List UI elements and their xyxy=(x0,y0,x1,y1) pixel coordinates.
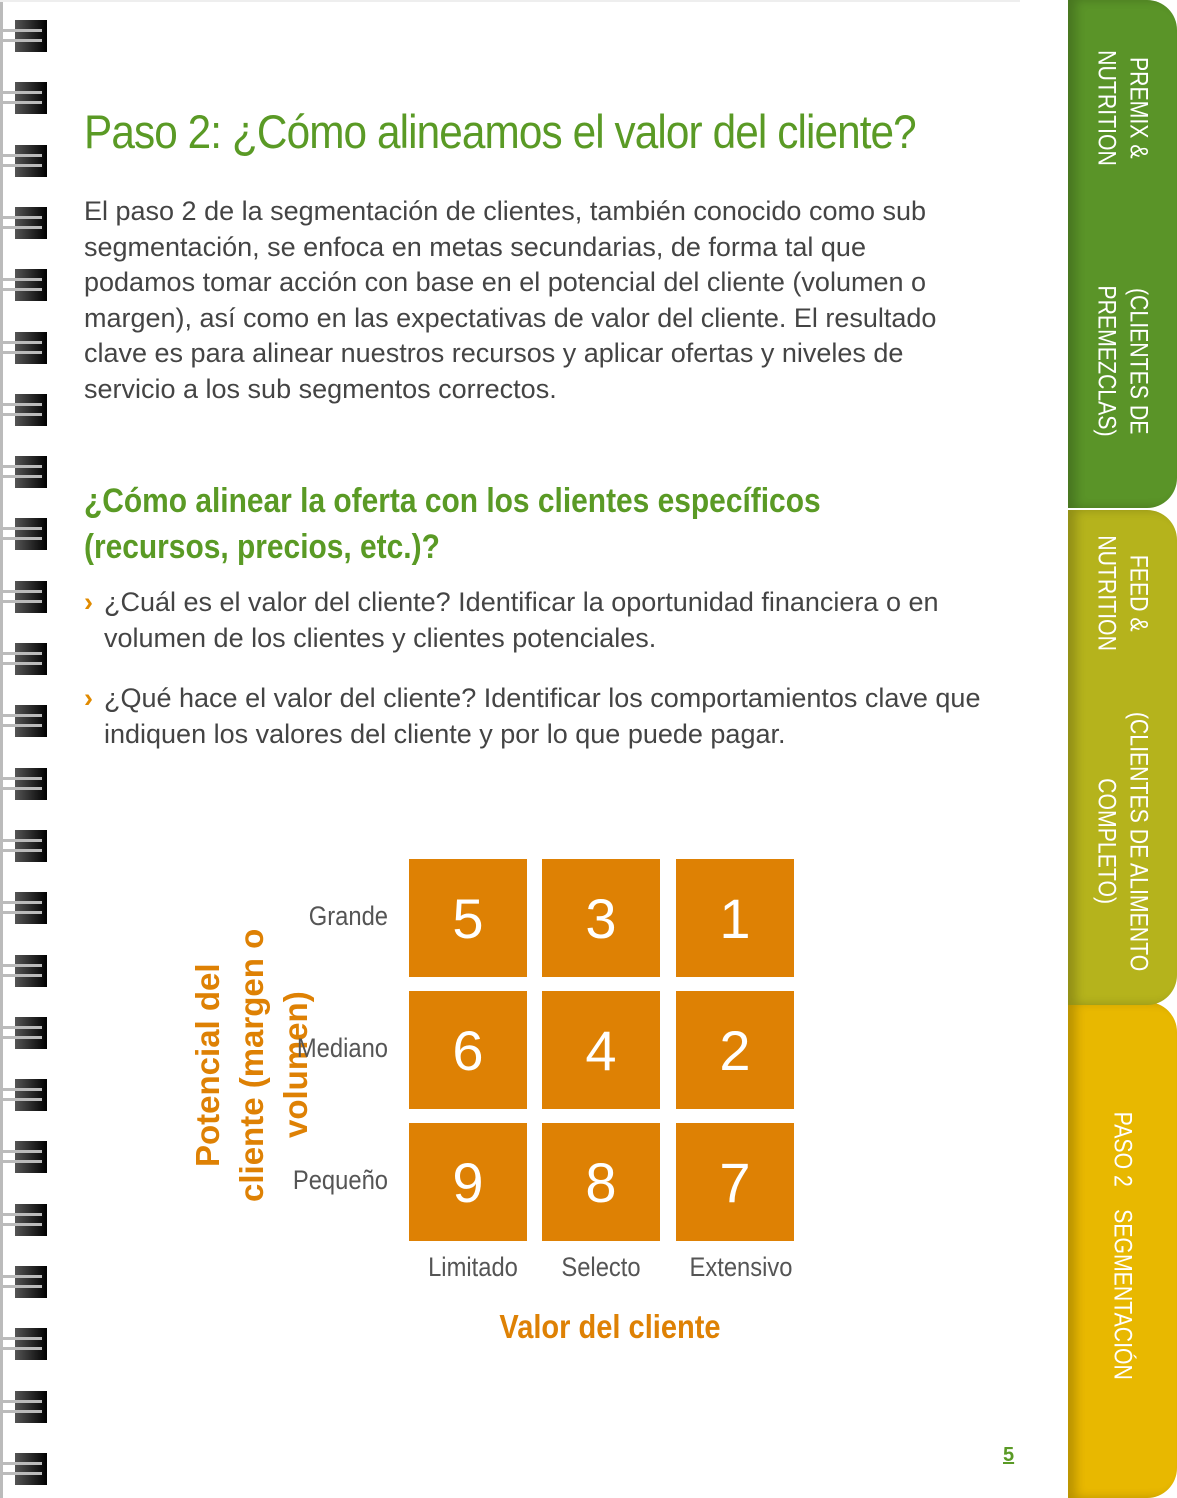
binding-ring xyxy=(15,955,47,987)
bullet-item xyxy=(84,680,984,752)
matrix-row-label: Grande xyxy=(308,901,388,931)
tab-sublabel: (CLIENTES DE PREMEZCLAS) xyxy=(1092,286,1153,438)
binding-ring xyxy=(15,82,47,114)
matrix-cell: 3 xyxy=(542,859,660,977)
binding-ring xyxy=(15,269,47,301)
binding-ring xyxy=(15,1017,47,1049)
matrix-cell: 2 xyxy=(676,991,794,1109)
intro-paragraph: El paso 2 de la segmentación de clientes, también conocido como sub segmentación, se enfoca en metas secundarias, de forma tal que podamos tomar acción con base en el potencial del cliente (volumen o margen), así como en las expectativas de valor del cliente. El resultado clave es para alinear nuestros recursos y aplicar ofertas y niveles de servicio a los sub segmentos correctos. xyxy=(84,196,937,404)
chevron-icon: › xyxy=(84,587,93,617)
bullet-text: ¿Qué hace el valor del cliente? Identificar los comportamientos clave que indiquen los valores del cliente y por lo que puede pagar. xyxy=(104,683,981,749)
binding-ring xyxy=(15,207,47,239)
binding-ring xyxy=(15,768,47,800)
matrix-cell: 5 xyxy=(409,859,527,977)
binding-ring xyxy=(15,1391,47,1423)
tab-label: FEED & NUTRITION xyxy=(1092,535,1153,652)
tab-label: PREMIX & NUTRITION xyxy=(1092,49,1153,166)
matrix-row-label: Pequeño xyxy=(292,1165,388,1195)
binding-ring xyxy=(15,705,47,737)
matrix-cell: 4 xyxy=(542,991,660,1109)
binding-ring xyxy=(15,1141,47,1173)
binding-ring xyxy=(15,518,47,550)
matrix-x-title: Valor del cliente xyxy=(499,1308,721,1345)
matrix-cell: 7 xyxy=(676,1123,794,1241)
section-subtitle: ¿Cómo alinear la oferta con los clientes específicos (recursos, precios, etc.)? xyxy=(84,482,821,566)
matrix-cell: 9 xyxy=(409,1123,527,1241)
binding-ring xyxy=(15,1328,47,1360)
tab-label: PASO 2 xyxy=(1108,1111,1137,1188)
tab-sublabel: SEGMENTACIÓN xyxy=(1108,1208,1137,1380)
matrix-col-label: Selecto xyxy=(561,1252,641,1282)
page-number: 5 xyxy=(1003,1444,1015,1466)
binding-ring xyxy=(15,332,47,364)
bullet-text: ¿Cuál es el valor del cliente? Identificar la oportunidad financiera o en volumen de los clientes y clientes potenciales. xyxy=(104,587,939,653)
page-top-border xyxy=(0,0,1020,2)
matrix-row-label: Mediano xyxy=(296,1033,388,1063)
binding-ring xyxy=(15,892,47,924)
matrix-cell: 8 xyxy=(542,1123,660,1241)
binding-ring xyxy=(15,1453,47,1485)
binding-ring xyxy=(15,145,47,177)
matrix-col-label: Limitado xyxy=(428,1252,518,1282)
binding-ring xyxy=(15,581,47,613)
binding-ring xyxy=(15,20,47,52)
binding-ring xyxy=(15,830,47,862)
tab-paso2-segmentacion[interactable] xyxy=(1068,1002,1177,1498)
binding-ring xyxy=(15,456,47,488)
binding-ring xyxy=(15,394,47,426)
binding-ring xyxy=(15,1204,47,1236)
binding-ring xyxy=(15,643,47,675)
matrix-col-label: Extensivo xyxy=(689,1252,793,1282)
bullet-item xyxy=(84,584,984,656)
page-title: Paso 2: ¿Cómo alineamos el valor del cliente? xyxy=(84,105,916,158)
tab-sublabel: (CLIENTES DE ALIMENTO COMPLETO) xyxy=(1092,711,1153,971)
binding-ring xyxy=(15,1079,47,1111)
tab-feed-nutrition[interactable] xyxy=(1068,510,1177,1005)
binding-ring xyxy=(15,1266,47,1298)
matrix-cell: 1 xyxy=(676,859,794,977)
matrix-cell: 6 xyxy=(409,991,527,1109)
tab-premix-nutrition[interactable] xyxy=(1068,0,1177,508)
matrix-y-title: Potencial del cliente (margen o volumen) xyxy=(189,928,314,1202)
chevron-icon: › xyxy=(84,683,93,713)
page-edge xyxy=(0,0,3,1498)
